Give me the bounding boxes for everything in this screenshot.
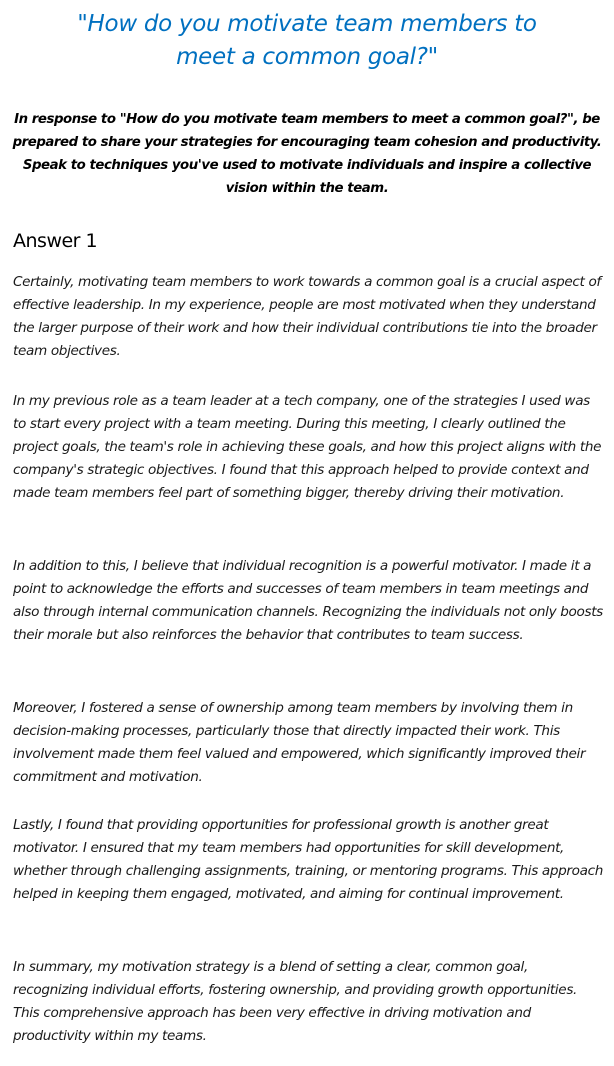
question-intro: In response to "How do you motivate team members to meet a common goal?", be prepared to share your strategies for encouraging team cohesion and productivity. Speak to techniques you've used to motivate individuals and inspire a collective vision within the team. (12, 112, 602, 196)
answer-paragraph-5: Lastly, I found that providing opportunities for professional growth is another great motivator. I ensured that my team members had opportunities for skill development, whether through challenging assignments, training, or mentoring programs. This approach helped in keeping them engaged, motivated, and aiming for continual improvement. (13, 817, 604, 902)
answer-heading: Answer 1 (13, 230, 98, 252)
answer-paragraph-4: Moreover, I fostered a sense of ownership among team members by involving them in decision-making processes, particularly those that directly impacted their work. This involvement made them feel valued and empowered, which significantly improved their commitment and motivation. (13, 700, 586, 785)
question-title (0, 8, 614, 74)
answer-paragraph-2: In my previous role as a team leader at a tech company, one of the strategies I used was to start every project with a team meeting. During this meeting, I clearly outlined the project goals, the team's role in achieving these goals, and how this project aligns with the company's strategic objectives. I found that this approach helped to provide context and made team members feel part of something bigger, thereby driving their motivation. (13, 393, 602, 501)
question-title-line-1: "How do you motivate team members to (77, 11, 537, 37)
answer-paragraph-1: Certainly, motivating team members to work towards a common goal is a crucial aspect of effective leadership. In my experience, people are most motivated when they understand the larger purpose of their work and how their individual contributions tie into the broader team objectives. (13, 274, 601, 359)
question-title-line-2: meet a common goal?" (176, 44, 438, 70)
answer-paragraph-6: In summary, my motivation strategy is a blend of setting a clear, common goal, recognizing individual efforts, fostering ownership, and providing growth opportunities. This comprehensive approach has been very effective in driving motivation and productivity within my teams. (13, 959, 578, 1044)
answer-paragraph-3: In addition to this, I believe that individual recognition is a powerful motivator. I made it a point to acknowledge the efforts and successes of team members in team meetings and also through internal communication channels. Recognizing the individuals not only boosts their morale but also reinforces the behavior that contributes to team success. (13, 558, 603, 643)
